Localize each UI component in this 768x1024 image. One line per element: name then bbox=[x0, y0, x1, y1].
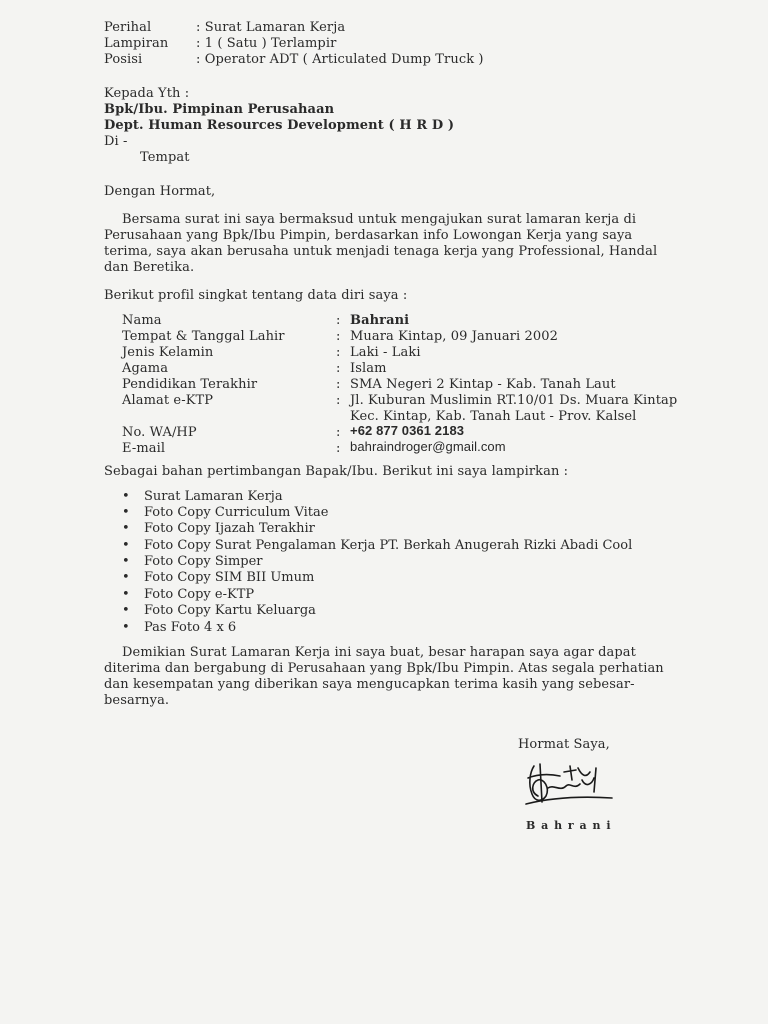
profile-colon: : bbox=[336, 329, 341, 344]
profile-value-jenis-kelamin: Laki - Laki bbox=[350, 345, 421, 360]
posisi-value: : Operator ADT ( Articulated Dump Truck ) bbox=[196, 52, 484, 67]
list-item bbox=[122, 570, 314, 586]
closing-line1: Demikian Surat Lamaran Kerja ini saya buat, besar harapan saya agar dapat bbox=[122, 645, 636, 660]
profile-label-agama: Agama bbox=[122, 361, 169, 376]
list-item bbox=[122, 587, 254, 603]
bullet-icon: • bbox=[122, 521, 130, 536]
intro-line1: Bersama surat ini saya bermaksud untuk mengajukan surat lamaran kerja di bbox=[122, 212, 637, 227]
signer-name: B a h r a n i bbox=[526, 819, 612, 832]
profile-value-agama: Islam bbox=[350, 361, 387, 376]
profile-value-ttl: Muara Kintap, 09 Januari 2002 bbox=[350, 329, 558, 344]
bullet-icon: • bbox=[122, 570, 130, 585]
profile-label-ttl: Tempat & Tanggal Lahir bbox=[122, 329, 285, 344]
recipient-line4: Di - bbox=[104, 134, 128, 149]
bullet-icon: • bbox=[122, 620, 130, 635]
profile-label-pendidikan: Pendidikan Terakhir bbox=[122, 377, 258, 392]
signoff: Hormat Saya, bbox=[518, 737, 610, 752]
list-item bbox=[122, 489, 283, 505]
list-item bbox=[122, 554, 263, 570]
list-item-label: Foto Copy Curriculum Vitae bbox=[144, 505, 329, 520]
profile-colon: : bbox=[336, 361, 341, 376]
profile-colon: : bbox=[336, 393, 341, 408]
profile-value-alamat-line2: Kec. Kintap, Kab. Tanah Laut - Prov. Kalsel bbox=[350, 409, 637, 424]
list-item bbox=[122, 505, 328, 521]
closing-line4: besarnya. bbox=[104, 693, 170, 708]
profile-label-alamat: Alamat e-KTP bbox=[122, 393, 214, 408]
list-item-label: Pas Foto 4 x 6 bbox=[144, 620, 237, 635]
recipient-line2: Bpk/Ibu. Pimpinan Perusahaan bbox=[104, 102, 335, 117]
bullet-icon: • bbox=[122, 505, 130, 520]
perihal-value: : Surat Lamaran Kerja bbox=[196, 20, 346, 35]
attachments-intro: Sebagai bahan pertimbangan Bapak/Ibu. Berikut ini saya lampirkan : bbox=[104, 464, 569, 479]
posisi-label: Posisi bbox=[104, 52, 143, 67]
bullet-icon: • bbox=[122, 587, 130, 602]
profile-colon: : bbox=[336, 313, 341, 328]
perihal-label: Perihal bbox=[104, 20, 152, 35]
list-item-label: Foto Copy Kartu Keluarga bbox=[144, 603, 316, 618]
profile-value-pendidikan: SMA Negeri 2 Kintap - Kab. Tanah Laut bbox=[350, 377, 616, 392]
list-item-label: Foto Copy SIM BII Umum bbox=[144, 570, 315, 585]
profile-value-alamat: Jl. Kuburan Muslimin RT.10/01 Ds. Muara Kintap bbox=[350, 393, 678, 408]
lampiran-label: Lampiran bbox=[104, 36, 169, 51]
profile-label-nama: Nama bbox=[122, 313, 162, 328]
list-item bbox=[122, 538, 632, 554]
intro-line2: Perusahaan yang Bpk/Ibu Pimpin, berdasarkan info Lowongan Kerja yang saya bbox=[104, 228, 633, 243]
list-item-label: Foto Copy e-KTP bbox=[144, 587, 255, 602]
profile-label-wa: No. WA/HP bbox=[122, 425, 197, 440]
list-item bbox=[122, 620, 236, 636]
list-item bbox=[122, 521, 315, 537]
profile-intro: Berikut profil singkat tentang data diri saya : bbox=[104, 288, 408, 303]
profile-colon: : bbox=[336, 345, 341, 360]
signature-image bbox=[520, 758, 620, 818]
bullet-icon: • bbox=[122, 603, 130, 618]
lampiran-value: : 1 ( Satu ) Terlampir bbox=[196, 36, 337, 51]
greeting: Dengan Hormat, bbox=[104, 184, 216, 199]
bullet-icon: • bbox=[122, 554, 130, 569]
profile-label-email: E-mail bbox=[122, 441, 166, 456]
recipient-line3: Dept. Human Resources Development ( H R D ) bbox=[104, 118, 455, 133]
closing-line3: dan kesempatan yang diberikan saya mengucapkan terima kasih yang sebesar- bbox=[104, 677, 635, 692]
intro-line3: terima, saya akan berusaha untuk menjadi tenaga kerja yang Professional, Handal bbox=[104, 244, 658, 259]
recipient-line1: Kepada Yth : bbox=[104, 86, 190, 101]
bullet-icon: • bbox=[122, 489, 130, 504]
profile-label-jenis-kelamin: Jenis Kelamin bbox=[122, 345, 214, 360]
list-item-label: Foto Copy Simper bbox=[144, 554, 263, 569]
profile-colon: : bbox=[336, 441, 341, 456]
intro-line4: dan Beretika. bbox=[104, 260, 195, 275]
closing-line2: diterima dan bergabung di Perusahaan yang Bpk/Ibu Pimpin. Atas segala perhatian bbox=[104, 661, 664, 676]
bullet-icon: • bbox=[122, 538, 130, 553]
list-item-label: Surat Lamaran Kerja bbox=[144, 489, 283, 504]
list-item bbox=[122, 603, 316, 619]
recipient-line5: Tempat bbox=[140, 150, 190, 165]
profile-colon: : bbox=[336, 425, 341, 440]
list-item-label: Foto Copy Ijazah Terakhir bbox=[144, 521, 315, 536]
profile-value-email: bahraindroger@gmail.com bbox=[350, 439, 506, 454]
profile-value-nama: Bahrani bbox=[350, 313, 410, 328]
list-item-label: Foto Copy Surat Pengalaman Kerja PT. Berkah Anugerah Rizki Abadi Cool bbox=[144, 538, 633, 553]
profile-colon: : bbox=[336, 377, 341, 392]
profile-value-wa: +62 877 0361 2183 bbox=[350, 423, 465, 438]
